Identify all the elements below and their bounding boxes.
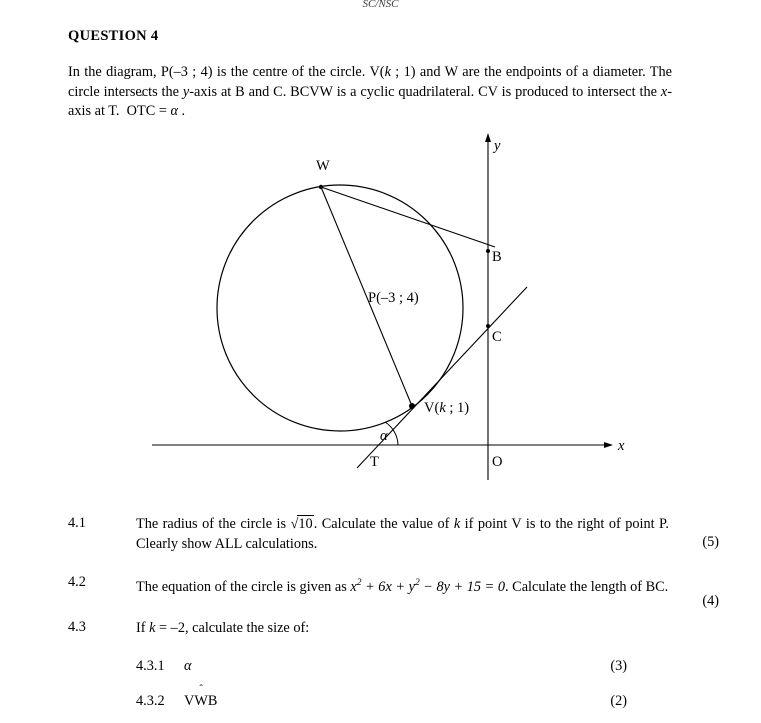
q42-text-a: The equation of the circle is given as <box>136 578 347 595</box>
k-symbol: k <box>453 516 461 532</box>
circle-equation: $x^2 + 6x + y^2 - 8y + 15 = 0$ <box>350 578 506 595</box>
svg-text:C: C <box>492 329 502 345</box>
question-text <box>136 515 669 554</box>
q43-text-a: If k = –2, calculate the size of: <box>136 620 310 637</box>
svg-text:O: O <box>492 454 503 470</box>
svg-text:y: y <box>494 138 501 154</box>
question-number: 4.1 <box>68 515 86 531</box>
q41-text-a: The radius of the circle is <box>136 516 287 532</box>
question-text <box>136 619 669 712</box>
question-number: 4.3 <box>68 619 86 636</box>
svg-text:V(k ; 1): V(k ; 1) <box>424 400 470 416</box>
marks-allocation: (5) <box>702 534 719 550</box>
radius-value: 10 <box>298 516 313 532</box>
point-p-label: P(–3 ; 4) <box>160 64 213 80</box>
question-intro <box>68 63 672 122</box>
marks-allocation: (4) <box>702 593 719 609</box>
intro-text-b: is the centre of the circle. <box>216 64 366 80</box>
q41-text-c: if point V is to the right <box>464 516 605 532</box>
question-text <box>136 574 669 597</box>
question-item-4-2 <box>0 574 761 609</box>
point-v-label: V(k ; 1) <box>369 64 416 80</box>
intro-text-c: and W are the endpoints <box>419 64 562 80</box>
svg-text:P(–3 ; 4): P(–3 ; 4) <box>368 290 419 306</box>
sub-question-text: VW B <box>184 693 218 710</box>
sub-question-number: 4.3.1 <box>136 657 165 674</box>
intro-line-3: CV is produced to intersect the x-axis at T. OT C = α . <box>68 83 672 119</box>
svg-text:x: x <box>618 438 625 454</box>
running-head: SC/NSC <box>362 0 399 10</box>
q42-text-b: . Calculate the <box>505 578 588 595</box>
svg-text:α: α <box>380 428 388 444</box>
marks-allocation: (2) <box>610 693 627 710</box>
geometry-diagram <box>140 130 650 500</box>
svg-text:T: T <box>370 454 379 470</box>
intro-text-a: In the diagram, <box>68 64 157 80</box>
sub-item-4-3-1 <box>136 657 669 677</box>
question-item-4-1 <box>0 515 761 554</box>
radius-sqrt: √10 <box>290 516 313 532</box>
svg-text:B: B <box>492 249 502 265</box>
page-title: QUESTION 4 <box>68 28 159 44</box>
question-number: 4.2 <box>68 574 86 590</box>
sub-item-4-3-2 <box>136 692 669 712</box>
question-items <box>0 515 761 723</box>
q42-text-c: length of BC. <box>590 578 669 595</box>
marks-allocation: (3) <box>610 657 627 674</box>
question-item-4-3 <box>0 619 761 712</box>
sub-question-text: α <box>184 657 192 674</box>
sub-question-number: 4.3.2 <box>136 693 165 710</box>
intro-line-2: of a diameter. The circle intersects the y-axis at B and C. BCVW is a cyclic quadrilateral. <box>68 64 673 100</box>
svg-text:W: W <box>316 158 330 174</box>
q41-text-b: . Calculate the value of <box>313 516 450 532</box>
q41-text-d: of point P. Clearly show ALL calculations. <box>136 516 669 552</box>
